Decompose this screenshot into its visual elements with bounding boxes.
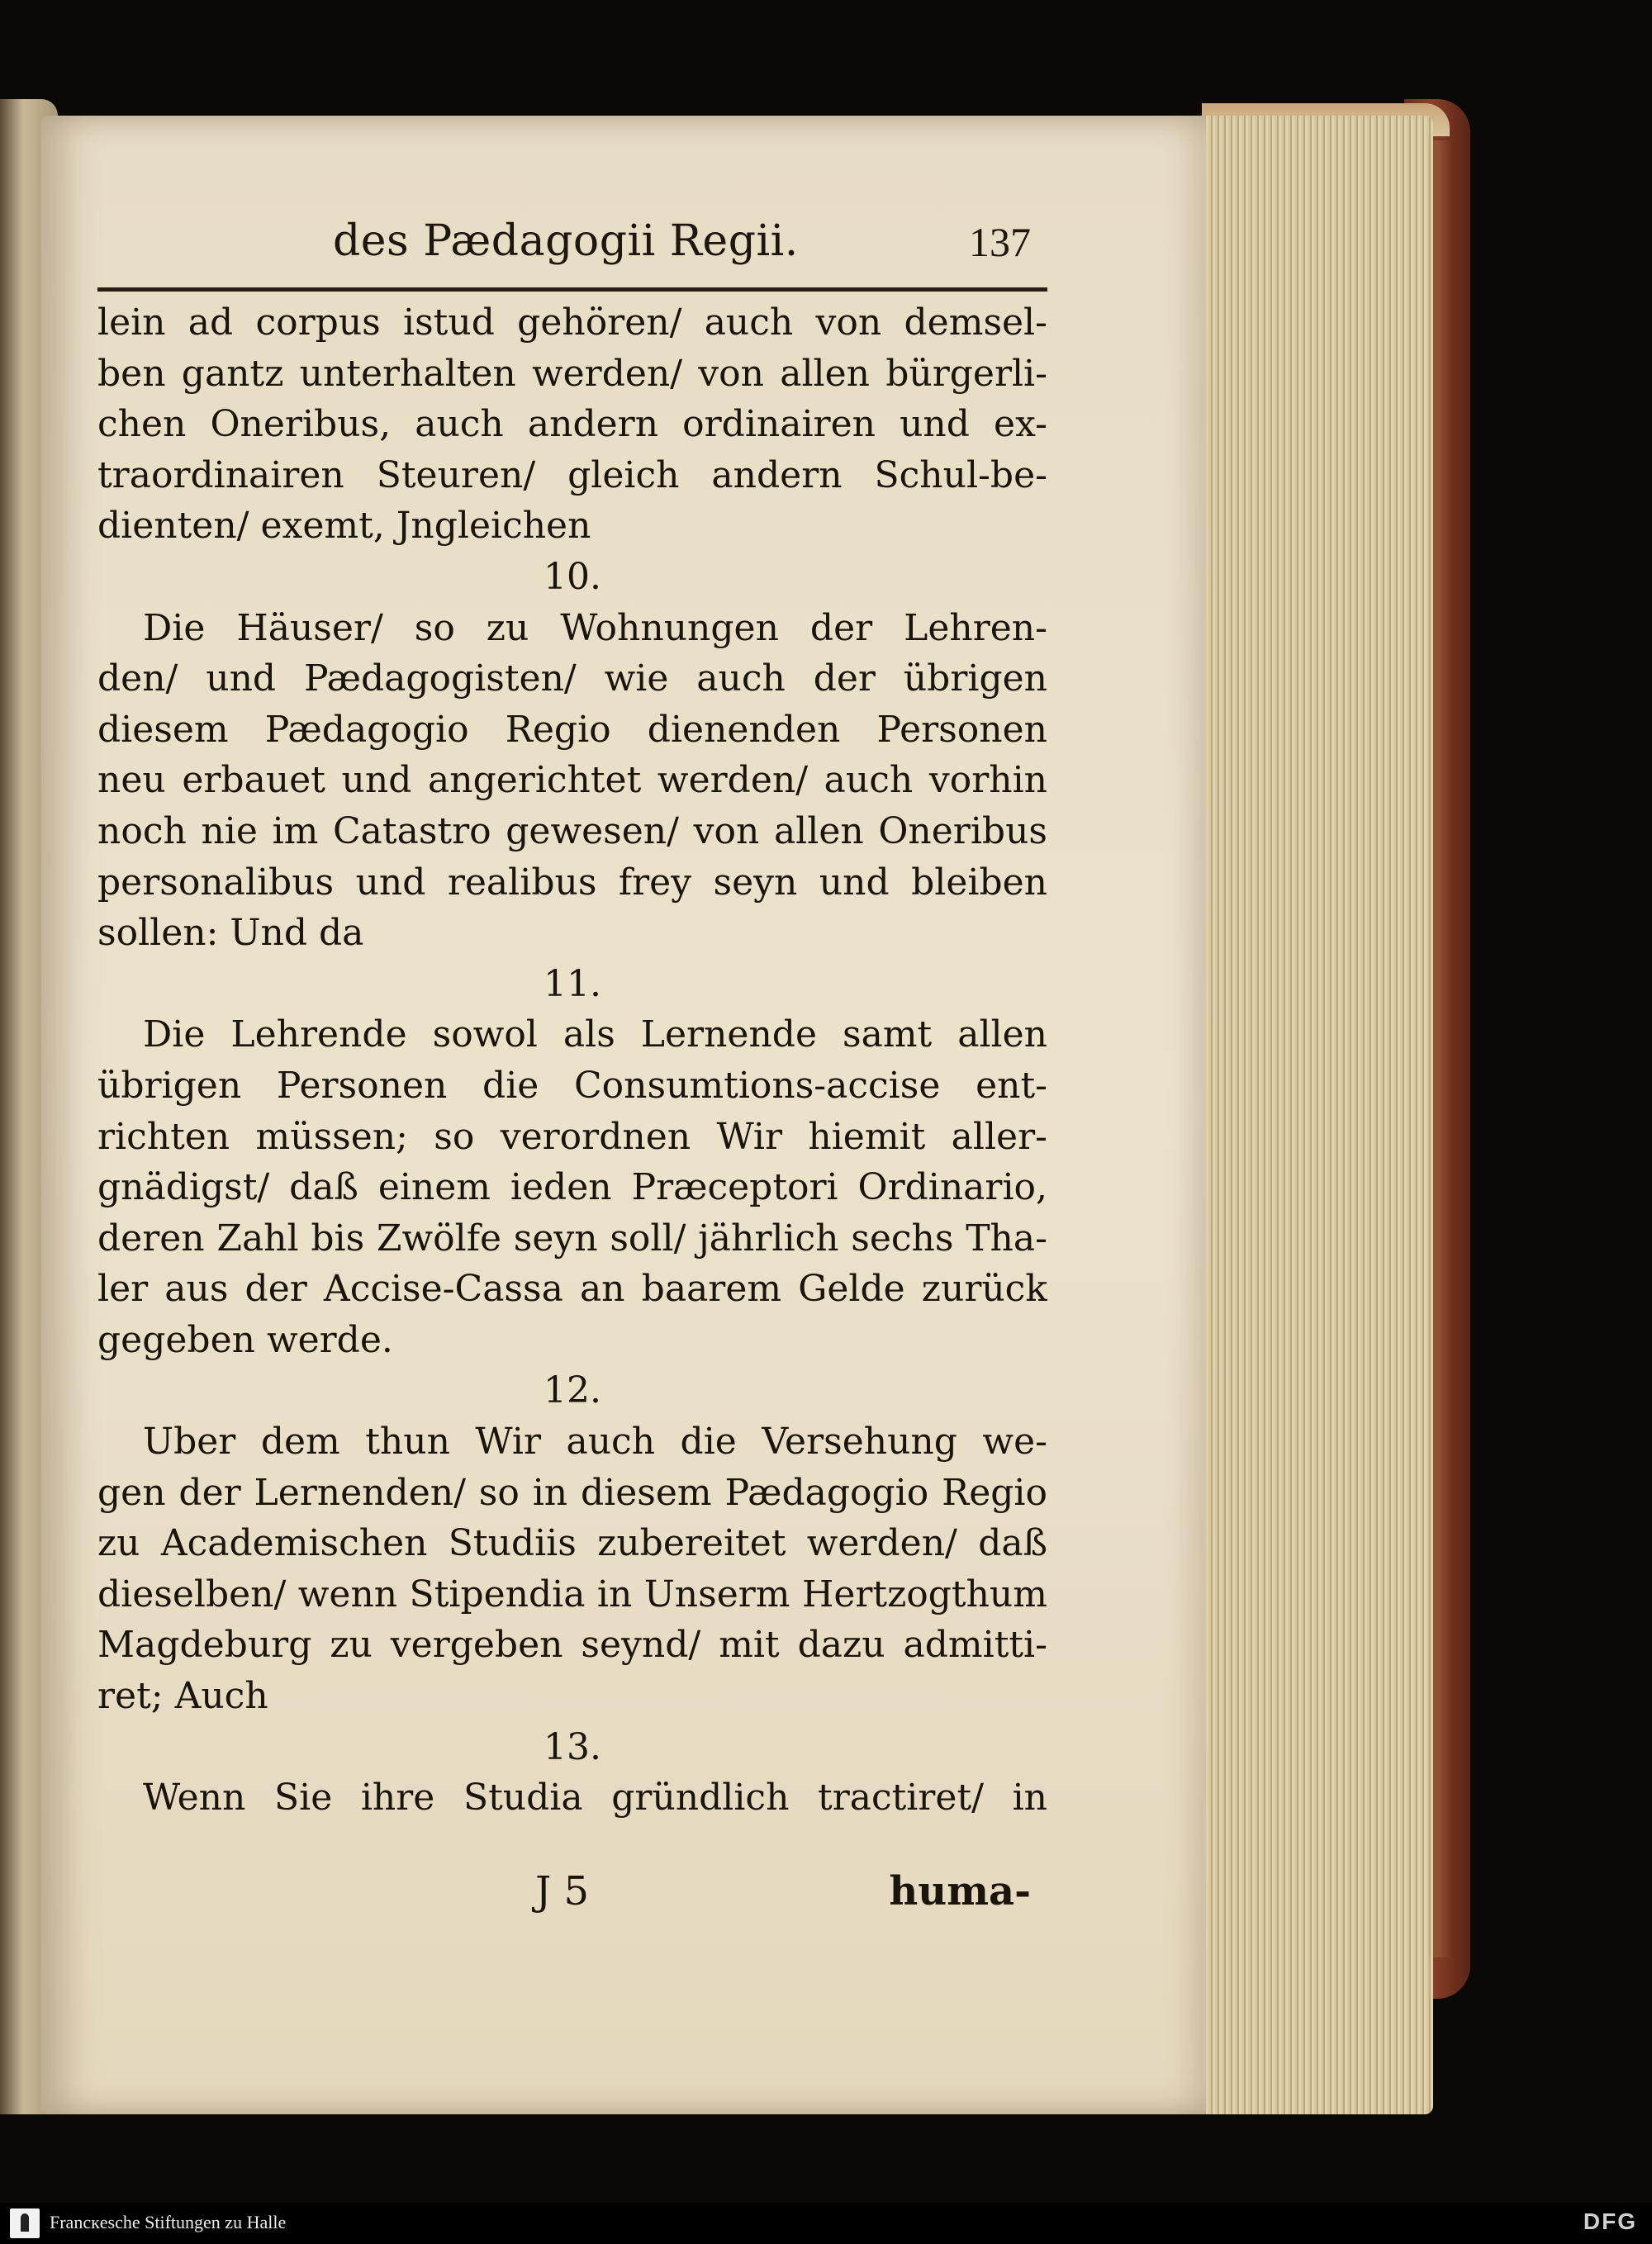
text-line: gen der Lernenden/ so in diesem Pædagogio Regio: [97, 1471, 1047, 1514]
dfg-logo: DFG: [1583, 2208, 1637, 2234]
text-line: Uber dem thun Wir auch die Versehung we-: [143, 1421, 1047, 1464]
page-footer: [97, 1868, 1047, 1926]
text-line: noch nie im Catastro gewesen/ von allen Oneribus: [97, 809, 1047, 852]
text-line: richten müssen; so verordnen Wir hiemit aller-: [97, 1115, 1047, 1158]
body-text: [97, 297, 1047, 1824]
text-line: deren Zahl bis Zwölfe seyn soll/ jährlich sechs Tha-: [97, 1217, 1047, 1260]
text-line: lein ad corpus istud gehören/ auch von demsel-: [97, 301, 1047, 344]
text-line: übrigen Personen die Consumtions-accise ent-: [97, 1064, 1047, 1107]
text-line: gnädigst/ daß einem ieden Præceptori Ordinario,: [97, 1166, 1047, 1209]
text-line: Die Häuser/ so zu Wohnungen der Lehren-: [143, 606, 1047, 649]
catchword: huma-: [889, 1868, 1031, 1914]
header-rule: [97, 287, 1047, 292]
text-line: ben gantz unterhalten werden/ von allen bürgerli-: [97, 352, 1047, 395]
section-number-label: 11.: [544, 962, 601, 1005]
institution-logo-icon: [10, 2208, 40, 2238]
section-number: [97, 1722, 1047, 1773]
text-line: dienten/ exemt, Jngleichen: [97, 505, 591, 548]
page-number: 137: [969, 219, 1031, 265]
section-number: [97, 1365, 1047, 1416]
text-line: neu erbauet und angerichtet werden/ auch vorhin: [97, 759, 1047, 802]
text-line: Die Lehrende sowol als Lernende samt allen: [143, 1013, 1047, 1056]
signature-mark: J 5: [535, 1868, 590, 1914]
text-line: sollen: Und da: [97, 912, 364, 955]
text-line: diesem Pædagogio Regio dienenden Personen: [97, 708, 1047, 751]
text-line: chen Oneribus, auch andern ordinairen und ex-: [97, 403, 1047, 446]
text-line: zu Academischen Studiis zubereitet werden/ daß: [97, 1522, 1047, 1565]
text-line: ler aus der Accise-Cassa an baarem Gelde zurück: [97, 1268, 1047, 1311]
text-line: Magdeburg zu vergeben seynd/ mit dazu admitti-: [97, 1624, 1047, 1667]
section-number-label: 13.: [544, 1725, 601, 1768]
text-line: gegeben werde.: [97, 1318, 393, 1361]
section-number-label: 12.: [544, 1369, 601, 1412]
text-line: Wenn Sie ihre Studia gründlich tractiret/ in: [143, 1777, 1047, 1819]
section-number-label: 10.: [544, 555, 601, 598]
section-number: [97, 959, 1047, 1010]
running-title: des Pædagogii Regii.: [333, 216, 799, 266]
page-edges: [1202, 116, 1433, 2114]
institution-label: Francкesche Stiftungen zu Halle: [50, 2212, 287, 2232]
text-line: traordinairen Steuren/ gleich andern Schul-be-: [97, 453, 1047, 496]
page-header: [97, 216, 1047, 282]
text-line: dieselben/ wenn Stipendia in Unserm Hertzogthum: [97, 1573, 1047, 1615]
text-line: ret; Auch: [97, 1675, 268, 1718]
text-line: den/ und Pædagogisten/ wie auch der übrigen: [97, 657, 1047, 700]
text-line: personalibus und realibus frey seyn und bleiben: [97, 861, 1047, 904]
section-number: [97, 552, 1047, 603]
